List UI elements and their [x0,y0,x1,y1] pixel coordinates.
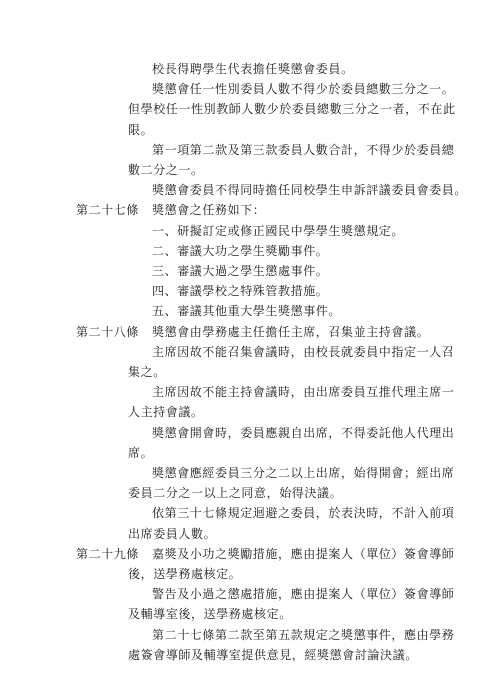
list-item: 二、審議大功之學生獎勵事件。 [152,244,329,258]
text-line: 集之。 [128,365,166,379]
text-line: 出席委員人數。 [128,527,217,541]
text-line: 但學校任一性別教師人數少於委員總數三分之一者，不在此 [128,102,456,116]
text-line: 校長得聘學生代表擔任獎懲會委員。 [152,62,354,76]
text-line: 主席因故不能召集會議時，由校長就委員中指定一人召 [152,345,455,359]
text-line: 主席因故不能主持會議時，由出席委員互推代理主席一 [152,385,455,399]
text-line: 席。 [128,446,154,460]
text-line: 人主持會議。 [128,405,204,419]
text-line: 獎懲會開會時，委員應親自出席，不得委託他人代理出 [152,426,455,440]
text-line: 第一項第二款及第三款委員人數合計，不得少於委員總 [152,143,455,157]
text-line: 嘉獎及小功之獎勵措施，應由提案人（單位）簽會導師 [152,547,455,561]
text-line: 獎懲會由學務處主任擔任主席，召集並主持會議。 [152,325,430,339]
text-line: 第二十七條第二款至第五款規定之獎懲事件，應由學務 [152,628,455,642]
article-number: 第二十八條 [76,325,140,339]
list-item: 五、審議其他重大學生獎懲事件。 [152,304,342,318]
text-line: 限。 [128,123,154,137]
text-line: 依第三十七條規定迴避之委員，於表決時，不計入前項 [152,506,455,520]
article-number: 第二十九條 [76,547,140,561]
list-item: 四、審議學校之特殊管教措施。 [152,284,329,298]
text-line: 及輔導室後，送學務處核定。 [128,607,292,621]
text-line: 獎懲會應經委員三分之二以上出席，始得開會；經出席 [152,466,455,480]
text-line: 處簽會導師及輔導室提供意見，經獎懲會討論決議。 [128,648,418,662]
text-line: 後，送學務處核定。 [128,567,242,581]
text-line: 數二分之一。 [128,163,204,177]
article-number: 第二十七條 [76,203,140,217]
text-line: 獎懲會之任務如下： [152,203,266,217]
text-line: 獎懲會任一性別委員人數不得少於委員總數三分之一。 [152,82,455,96]
list-item: 三、審議大過之學生懲處事件。 [152,264,329,278]
text-line: 警告及小過之懲處措施，應由提案人（單位）簽會導師 [152,587,455,601]
text-line: 委員二分之一以上之同意，始得決議。 [128,486,343,500]
list-item: 一、研擬訂定或修正國民中學學生獎懲規定。 [152,224,405,238]
text-line: 獎懲會委員不得同時擔任同校學生申訴評議委員會委員。 [152,183,468,197]
